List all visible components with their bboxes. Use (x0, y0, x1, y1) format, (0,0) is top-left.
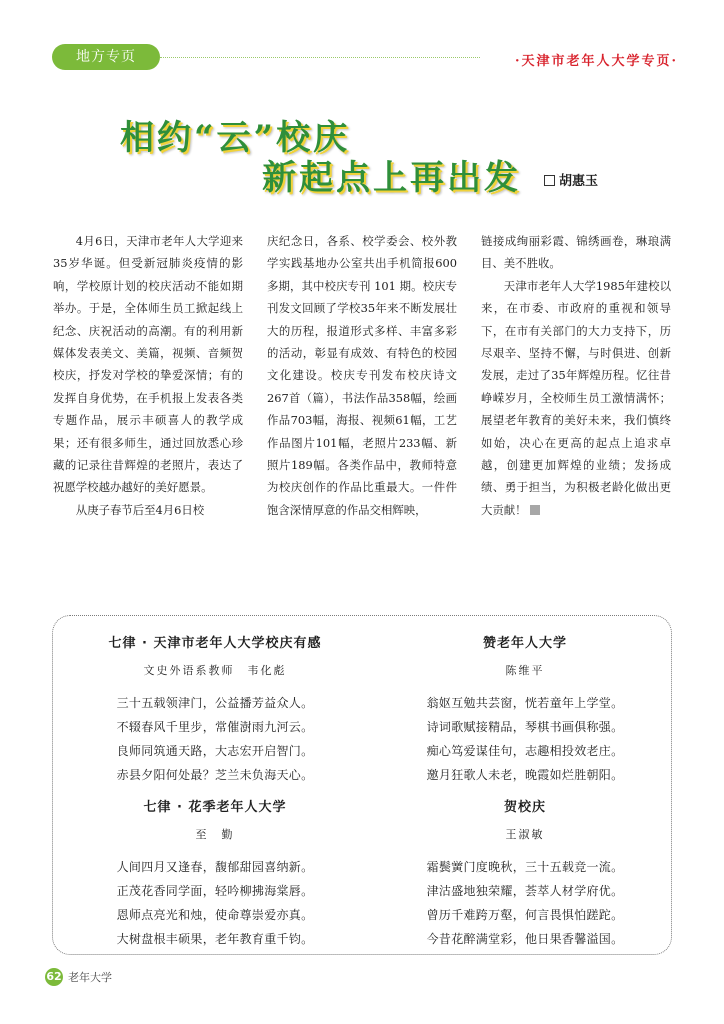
poem-line: 良师同筑通天路，大志宏开启智门。 (116, 744, 314, 758)
section-tag: 地方专页 (52, 44, 160, 70)
poem-line: 今昔花醉满堂彩，他日果香馨溢国。 (426, 932, 624, 946)
column-2 (267, 230, 457, 590)
article-title-line2: 新起点上再出发 (262, 158, 521, 198)
poem-line: 正茂花香同学面，轻吟柳拂海棠唇。 (116, 884, 314, 898)
paragraph: 链接成绚丽彩霞、锦绣画卷，琳琅满目、美不胜收。 (481, 234, 671, 271)
article-title-line1: 相约“云”校庆 (120, 118, 351, 158)
poems-box (52, 615, 672, 955)
poem (375, 796, 675, 951)
poem (375, 632, 675, 787)
poem (65, 632, 365, 787)
poem-line: 曾历千难跨万壑，何言畏惧怕蹉跎。 (426, 908, 624, 922)
poem-title: 贺校庆 (503, 800, 546, 815)
poem-line: 恩师点亮光和烛，使命尊崇爱亦真。 (116, 908, 314, 922)
column-1 (53, 230, 243, 590)
poem-line: 邀月狂歌人未老，晚霞如烂胜朝阳。 (426, 768, 624, 782)
header-divider (160, 57, 480, 58)
poem-lines (375, 691, 675, 787)
poem-title: 七律 · 天津市老年人大学校庆有感 (108, 636, 322, 651)
magazine-name: 老年大学 (68, 971, 112, 984)
poem-line: 霜鬓黉门度晚秋，三十五载竞一流。 (426, 860, 624, 874)
poem-line: 翁妪互勉共芸窗，恍若童年上学堂。 (426, 696, 624, 710)
poem (65, 796, 365, 951)
poem-line: 三十五载领津门，公益播芳益众人。 (116, 696, 314, 710)
poem-lines (65, 855, 365, 951)
paragraph: 从庚子春节后至4月6日校 (75, 502, 205, 517)
paragraph: 4月6日，天津市老年人大学迎来35岁华诞。但受新冠肺炎疫情的影响，学校原计划的校庆活动不能如期举办。于是，全体师生员工掀起线上纪念、庆祝活动的高潮。有的利用新媒体发表美文、美篇，视频、音频贺校庆，抒发对学校的挚爱深情；有的发挥自身优势，在手机报上发表各类专题作品，展示丰硕喜人的教学成果；还有很多师生，通过回放悉心珍藏的记录往昔辉煌的老照片，表达了祝愿学校越办越好的美好愿景。 (53, 234, 243, 495)
poem-lines (375, 855, 675, 951)
poem-title: 七律 · 花季老年人大学 (143, 800, 287, 815)
poem-line: 痴心笃爱谋佳句，志趣相投效老庄。 (426, 744, 624, 758)
author-name: 胡惠玉 (559, 174, 599, 189)
poem-lines (65, 691, 365, 787)
article-author (544, 170, 598, 189)
poem-title: 赞老年人大学 (482, 636, 567, 651)
poem-author: 文史外语系教师 韦化彪 (143, 664, 287, 677)
poem-line: 赤县夕阳何处最？芝兰未负海天心。 (116, 768, 314, 782)
poem-line: 大树盘根丰硕果，老年教育重千钧。 (116, 932, 314, 946)
poem-author: 王淑敏 (505, 828, 545, 841)
end-mark-icon (530, 505, 540, 515)
paragraph: 庆纪念日，各系、校学委会、校外教学实践基地办公室共出手机简报600多期，其中校庆专刊 101 期。校庆专刊发文回顾了学校35年来不断发展壮大的历程，报道形式多样、丰富多彩的活动，彰显有成效、有特色的校园文化建设。校庆专刊发布校庆诗文267首（篇），书法作品358幅，绘画作品703幅，海报、视频61幅，工艺作品图片101幅，老照片233幅、新照片189幅。各类作品中，教师特意为校庆创作的作品比重最大。一件件饱含深情厚意的作品交相辉映， (267, 234, 457, 517)
poem-line: 津沽盛地独荣耀，荟萃人材学府优。 (426, 884, 624, 898)
author-box-icon (544, 175, 555, 186)
paragraph-text: 天津市老年人大学1985年建校以来，在市委、市政府的重视和领导下，在市有关部门的大力支持下，历尽艰辛、坚持不懈，与时俱进、创新发展，走过了35年辉煌历程。忆往昔峥嵘岁月，全校师生员工激情满怀；展望老年教育的美好未来，我们慎终如始，决心在更高的起点上追求卓越，创建更加辉煌的业绩；发扬成绩、勇于担当，为积极老龄化做出更大贡献！ (481, 278, 671, 517)
article-body (53, 230, 671, 595)
poem-line: 人间四月又逢春，馥郁甜园喜纳新。 (116, 860, 314, 874)
column-3 (481, 230, 671, 590)
poem-line: 诗词歌赋接精品，琴棋书画俱称强。 (426, 720, 624, 734)
page-number: 62 (45, 968, 63, 986)
poem-author: 陈维平 (505, 664, 545, 677)
poem-author: 至 勤 (195, 828, 235, 841)
paragraph-final (481, 275, 671, 521)
section-name: ·天津市老年人大学专页· (514, 54, 678, 69)
poem-line: 不辍春风千里步，常催澍雨九河云。 (116, 720, 314, 734)
